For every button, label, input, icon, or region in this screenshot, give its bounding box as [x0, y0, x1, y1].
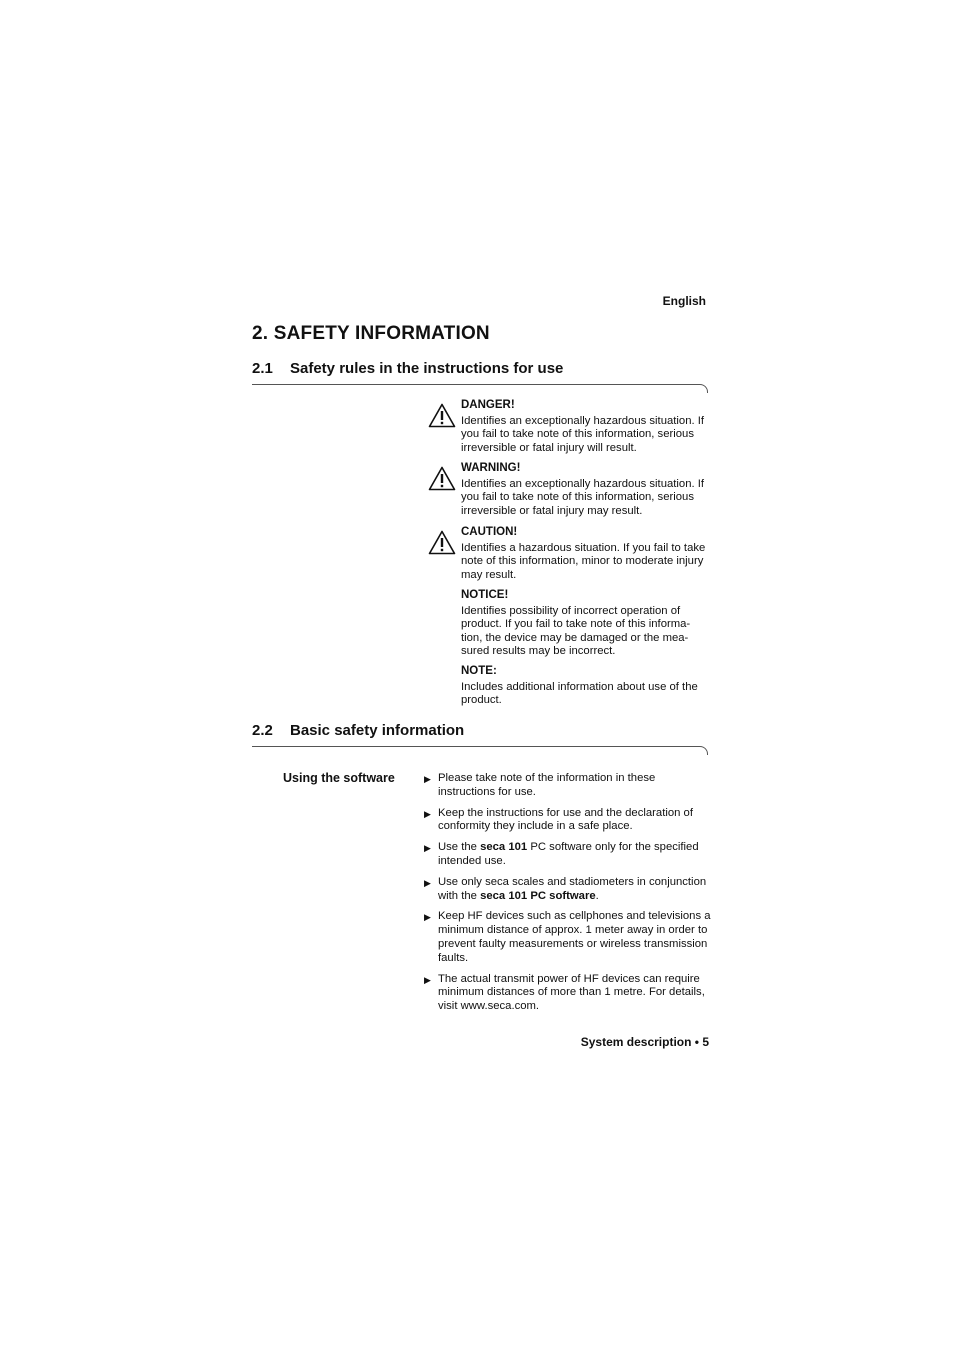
section-divider	[252, 384, 700, 385]
list-item	[424, 910, 714, 965]
bullet-arrow-icon: ▶	[424, 808, 431, 819]
section-heading-2-1	[252, 360, 563, 377]
bullet-bold-text: seca 101	[480, 841, 528, 854]
section-number: 2.1	[252, 360, 273, 377]
notice-text: Identifies possibility of incorrect operation of product. If you fail to take note of this informa-tion, the device may be damaged or the mea-sured results may be incorrect.	[461, 604, 691, 658]
list-item	[424, 772, 714, 800]
bullet-arrow-icon: ▶	[424, 877, 431, 888]
safety-bullet-list	[424, 772, 714, 1021]
divider-corner	[699, 384, 708, 393]
chapter-title: 2. SAFETY INFORMATION	[252, 323, 490, 344]
section-heading-2-2	[252, 722, 464, 739]
list-item	[424, 876, 714, 904]
list-item	[424, 807, 714, 835]
notice-notice	[461, 589, 705, 659]
list-item	[424, 841, 714, 869]
bullet-arrow-icon: ▶	[424, 974, 431, 985]
bullet-text: Keep HF devices such as cellphones and televisions a minimum distance of approx. 1 meter away in order to prevent faulty measurements or wireless transmission faults.	[438, 910, 711, 964]
notice-text: Identifies a hazardous situation. If you fail to take note of this information, minor to moderate injury may result.	[461, 541, 706, 581]
notice-title: NOTE:	[461, 665, 497, 677]
notice-title: NOTICE!	[461, 589, 509, 601]
notice-title: WARNING!	[461, 462, 521, 474]
notice-text: Includes additional information about use of the product.	[461, 680, 698, 707]
warning-triangle-icon	[428, 403, 456, 428]
bullet-text: PC software only for the specified intended use.	[438, 841, 699, 867]
section-title: Safety rules in the instructions for use	[290, 360, 564, 377]
bullet-text: Please take note of the information in these instructions for use.	[438, 772, 656, 798]
bullet-arrow-icon: ▶	[424, 843, 431, 854]
bullet-text: .	[595, 889, 599, 902]
side-label: Using the software	[283, 771, 395, 785]
language-label: English	[662, 294, 706, 308]
bullet-text: Use the	[438, 841, 481, 854]
divider-corner	[699, 746, 708, 755]
section-number: 2.2	[252, 722, 273, 739]
notice-note	[461, 665, 711, 708]
bullet-arrow-icon: ▶	[424, 912, 431, 923]
notice-danger	[461, 399, 711, 455]
notice-title: DANGER!	[461, 399, 515, 411]
list-item	[424, 973, 714, 1014]
section-title: Basic safety information	[290, 722, 465, 739]
section-divider	[252, 746, 700, 747]
notice-warning	[461, 462, 711, 518]
bullet-arrow-icon: ▶	[424, 774, 431, 784]
bullet-text: Keep the instructions for use and the declaration of conformity they include in a safe place.	[438, 806, 693, 833]
notice-text: Identifies an exceptionally hazardous situation. If you fail to take note of this information, serious irreversible or fatal injury may result.	[461, 477, 705, 517]
notice-title: CAUTION!	[461, 526, 518, 538]
page-footer: System description • 5	[580, 1035, 709, 1049]
notice-caution	[461, 526, 711, 582]
notice-text: Identifies an exceptionally hazardous situation. If you fail to take note of this information, serious irreversible or fatal injury will result.	[461, 414, 705, 454]
bullet-text: The actual transmit power of HF devices can require minimum distances of more than 1 metre. For details, visit www.seca.com.	[438, 972, 705, 1013]
warning-triangle-icon	[428, 466, 456, 491]
warning-triangle-icon	[428, 530, 456, 555]
bullet-bold-text: seca 101 PC software	[480, 889, 596, 902]
bullet-text: Use only seca scales and stadiometers in conjunction with the	[438, 875, 707, 902]
